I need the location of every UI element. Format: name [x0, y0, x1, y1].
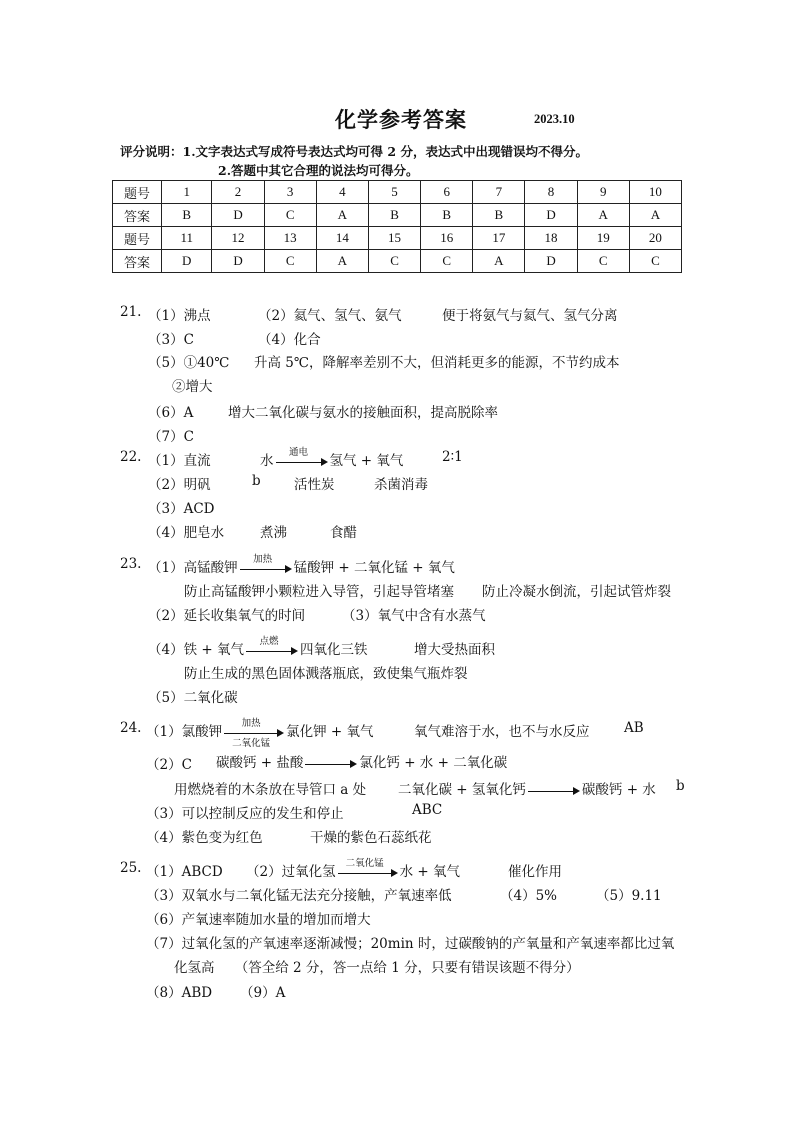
reaction-condition: 二氧化锰: [345, 857, 384, 869]
date-label: 2023.10: [534, 112, 575, 126]
answer-text: （2）氦气、氢气、氨气: [258, 308, 402, 324]
table-cell: 6: [421, 181, 473, 204]
table-cell: 14: [316, 227, 368, 250]
answer-text: 干燥的紫色石蕊纸花: [310, 830, 432, 846]
table-cell: A: [316, 204, 368, 227]
table-cell: 15: [368, 227, 420, 250]
answer-text: （4）化合: [258, 332, 321, 348]
table-cell: C: [421, 250, 473, 273]
table-cell: B: [473, 204, 525, 227]
answer-row: [113, 250, 682, 273]
table-cell: 11: [162, 227, 212, 250]
answer-text: 食醋: [330, 525, 357, 541]
table-cell: D: [212, 250, 264, 273]
table-cell: A: [316, 250, 368, 273]
answer-text: （3）ACD: [148, 501, 215, 517]
table-cell: 8: [525, 181, 577, 204]
answer-text: （1）沸点: [148, 308, 211, 324]
reaction-catalyst: 二氧化锰: [232, 737, 271, 749]
product: 氯化钙 + 水 + 二氧化碳: [359, 755, 508, 771]
answer-text: （7）过氧化氢的产氧速率逐渐减慢；20min 时，过碳酸钠的产氧量和产氧速率都比过氧: [146, 936, 675, 952]
answer-text: 增大受热面积: [414, 642, 495, 658]
answer-text: 煮沸: [260, 525, 287, 541]
page-title: 化学参考答案: [335, 107, 467, 132]
sub-number: （2）: [246, 864, 282, 880]
answer-text: 2∶1: [442, 449, 463, 465]
answer-text: （5）二氧化碳: [148, 690, 238, 706]
answer-text: （8）ABD: [146, 985, 213, 1001]
table-cell: A: [577, 204, 629, 227]
reactant: 二氧化碳 + 氢氧化钙: [398, 782, 526, 798]
reaction-arrow: [276, 446, 328, 469]
table-cell: A: [629, 204, 681, 227]
answer-text: （1）ABCD: [146, 864, 223, 880]
answer-text: （4）肥皂水: [148, 525, 225, 541]
word-equation: [148, 553, 455, 576]
question-number: 23.: [120, 556, 142, 572]
reactant: 氯酸钾: [181, 724, 223, 740]
table-cell: 3: [264, 181, 316, 204]
reactant: 高锰酸钾: [183, 560, 238, 576]
table-cell: 9: [577, 181, 629, 204]
sub-number: （4）: [148, 642, 184, 658]
reactant: 碳酸钙 + 盐酸: [216, 755, 304, 771]
word-equation: [246, 857, 460, 880]
answer-text: （2）明矾: [148, 477, 211, 493]
question-number-row: [113, 227, 682, 250]
table-cell: 5: [368, 181, 420, 204]
reaction-arrow: [338, 857, 398, 880]
table-cell: C: [629, 250, 681, 273]
reaction-arrow: [305, 757, 357, 771]
word-equation: [260, 446, 404, 469]
answer-text: 防止冷凝水倒流，引起试管炸裂: [482, 584, 671, 600]
table-cell: A: [473, 250, 525, 273]
answer-text: （3）可以控制反应的发生和停止: [146, 806, 344, 822]
row-label: 题号: [113, 227, 162, 250]
reactant: 铁 + 氧气: [183, 642, 244, 658]
answer-text: （6）A: [148, 405, 194, 421]
reactant: 水: [260, 453, 274, 469]
table-cell: 19: [577, 227, 629, 250]
reaction-condition: 加热: [253, 553, 273, 565]
row-label: 题号: [113, 181, 162, 204]
answer-text: （5）①40℃: [148, 355, 230, 371]
sub-number: （1）: [146, 724, 182, 740]
word-equation: [148, 635, 368, 658]
table-cell: 18: [525, 227, 577, 250]
answer-table: [112, 180, 682, 273]
table-cell: 12: [212, 227, 264, 250]
reaction-arrow: [240, 553, 292, 576]
question-number: 22.: [120, 449, 142, 465]
answer-text: 增大二氧化碳与氨水的接触面积，提高脱除率: [228, 405, 498, 421]
table-cell: 10: [629, 181, 681, 204]
word-equation: [216, 751, 507, 771]
product: 碳酸钙 + 水: [581, 782, 656, 798]
table-cell: C: [368, 250, 420, 273]
scoring-note-1: 评分说明：1.文字表达式写成符号表达式均可得 2 分，表达式中出现错误均不得分。: [120, 144, 588, 159]
reaction-arrow: [528, 784, 580, 798]
reactant: 过氧化氢: [281, 864, 336, 880]
table-cell: B: [421, 204, 473, 227]
row-label: 答案: [113, 204, 162, 227]
answer-text: 升高 5℃，降解率差别不大，但消耗更多的能源，不节约成本: [254, 355, 620, 371]
answer-text: 氧气难溶于水，也不与水反应: [414, 724, 590, 740]
answer-text: b: [676, 778, 685, 794]
answer-text: 便于将氨气与氦气、氢气分离: [442, 308, 618, 324]
answer-text: 防止高锰酸钾小颗粒进入导管，引起导管堵塞: [184, 584, 454, 600]
table-cell: C: [577, 250, 629, 273]
answer-text: 防止生成的黑色固体溅落瓶底，致使集气瓶炸裂: [184, 666, 468, 682]
answer-text: （3）C: [148, 332, 194, 348]
product: 氢气 + 氧气: [329, 453, 404, 469]
table-cell: D: [162, 250, 212, 273]
scoring-note-2: 2.答题中其它合理的说法均可得分。: [218, 163, 419, 178]
product: 水 + 氧气: [399, 864, 460, 880]
answer-text: 化氢高 （答全给 2 分，答一点给 1 分，只要有错误该题不得分）: [174, 960, 580, 976]
answer-text: ABC: [412, 802, 443, 818]
word-equation: [146, 717, 374, 749]
product: 锰酸钾 + 二氧化锰 + 氧气: [293, 560, 455, 576]
answer-text: 杀菌消毒: [374, 477, 428, 493]
answer-text: （3）氧气中含有水蒸气: [342, 608, 486, 624]
answer-text: （5）9.11: [596, 888, 662, 904]
table-cell: D: [212, 204, 264, 227]
table-cell: 1: [162, 181, 212, 204]
product: 四氧化三铁: [300, 642, 368, 658]
answer-text: 用燃烧着的木条放在导管口 a 处: [174, 782, 367, 798]
table-cell: 17: [473, 227, 525, 250]
reaction-arrow: [246, 635, 298, 658]
table-cell: C: [264, 204, 316, 227]
answer-text: b: [252, 473, 261, 489]
table-cell: D: [525, 204, 577, 227]
table-cell: 2: [212, 181, 264, 204]
answer-text: AB: [624, 720, 644, 736]
table-cell: 16: [421, 227, 473, 250]
answer-text: （4）紫色变为红色: [146, 830, 263, 846]
answer-text: 催化作用: [508, 864, 562, 880]
reaction-arrow: [224, 717, 284, 749]
sub-number: （1）: [148, 560, 184, 576]
question-number-row: [113, 181, 682, 204]
answer-text: （9）A: [240, 985, 286, 1001]
answer-text: 活性炭: [294, 477, 335, 493]
answer-text: （7）C: [148, 429, 194, 445]
table-cell: C: [264, 250, 316, 273]
table-cell: 4: [316, 181, 368, 204]
answer-text: （2）C: [146, 757, 192, 773]
reaction-condition: 点燃: [259, 635, 279, 647]
question-number: 21.: [120, 304, 142, 320]
question-number: 25.: [120, 860, 142, 876]
answer-text: （2）延长收集氧气的时间: [148, 608, 306, 624]
table-cell: B: [368, 204, 420, 227]
answer-text: ②增大: [172, 379, 213, 395]
table-cell: 7: [473, 181, 525, 204]
reaction-condition: 通电: [288, 446, 308, 458]
table-cell: D: [525, 250, 577, 273]
answer-row: [113, 204, 682, 227]
answer-text: （6）产氧速率随加水量的增加而增大: [146, 912, 371, 928]
table-cell: B: [162, 204, 212, 227]
answer-text: （4）5%: [500, 888, 558, 904]
title-row: [0, 104, 794, 134]
answer-text: （3）双氧水与二氧化锰无法充分接触，产氧速率低: [146, 888, 452, 904]
table-cell: 13: [264, 227, 316, 250]
word-equation: [398, 778, 656, 798]
table-cell: 20: [629, 227, 681, 250]
answer-text: （1）直流: [148, 453, 211, 469]
product: 氯化钾 + 氧气: [286, 724, 374, 740]
reaction-condition: 加热: [241, 717, 261, 729]
question-number: 24.: [120, 720, 142, 736]
row-label: 答案: [113, 250, 162, 273]
